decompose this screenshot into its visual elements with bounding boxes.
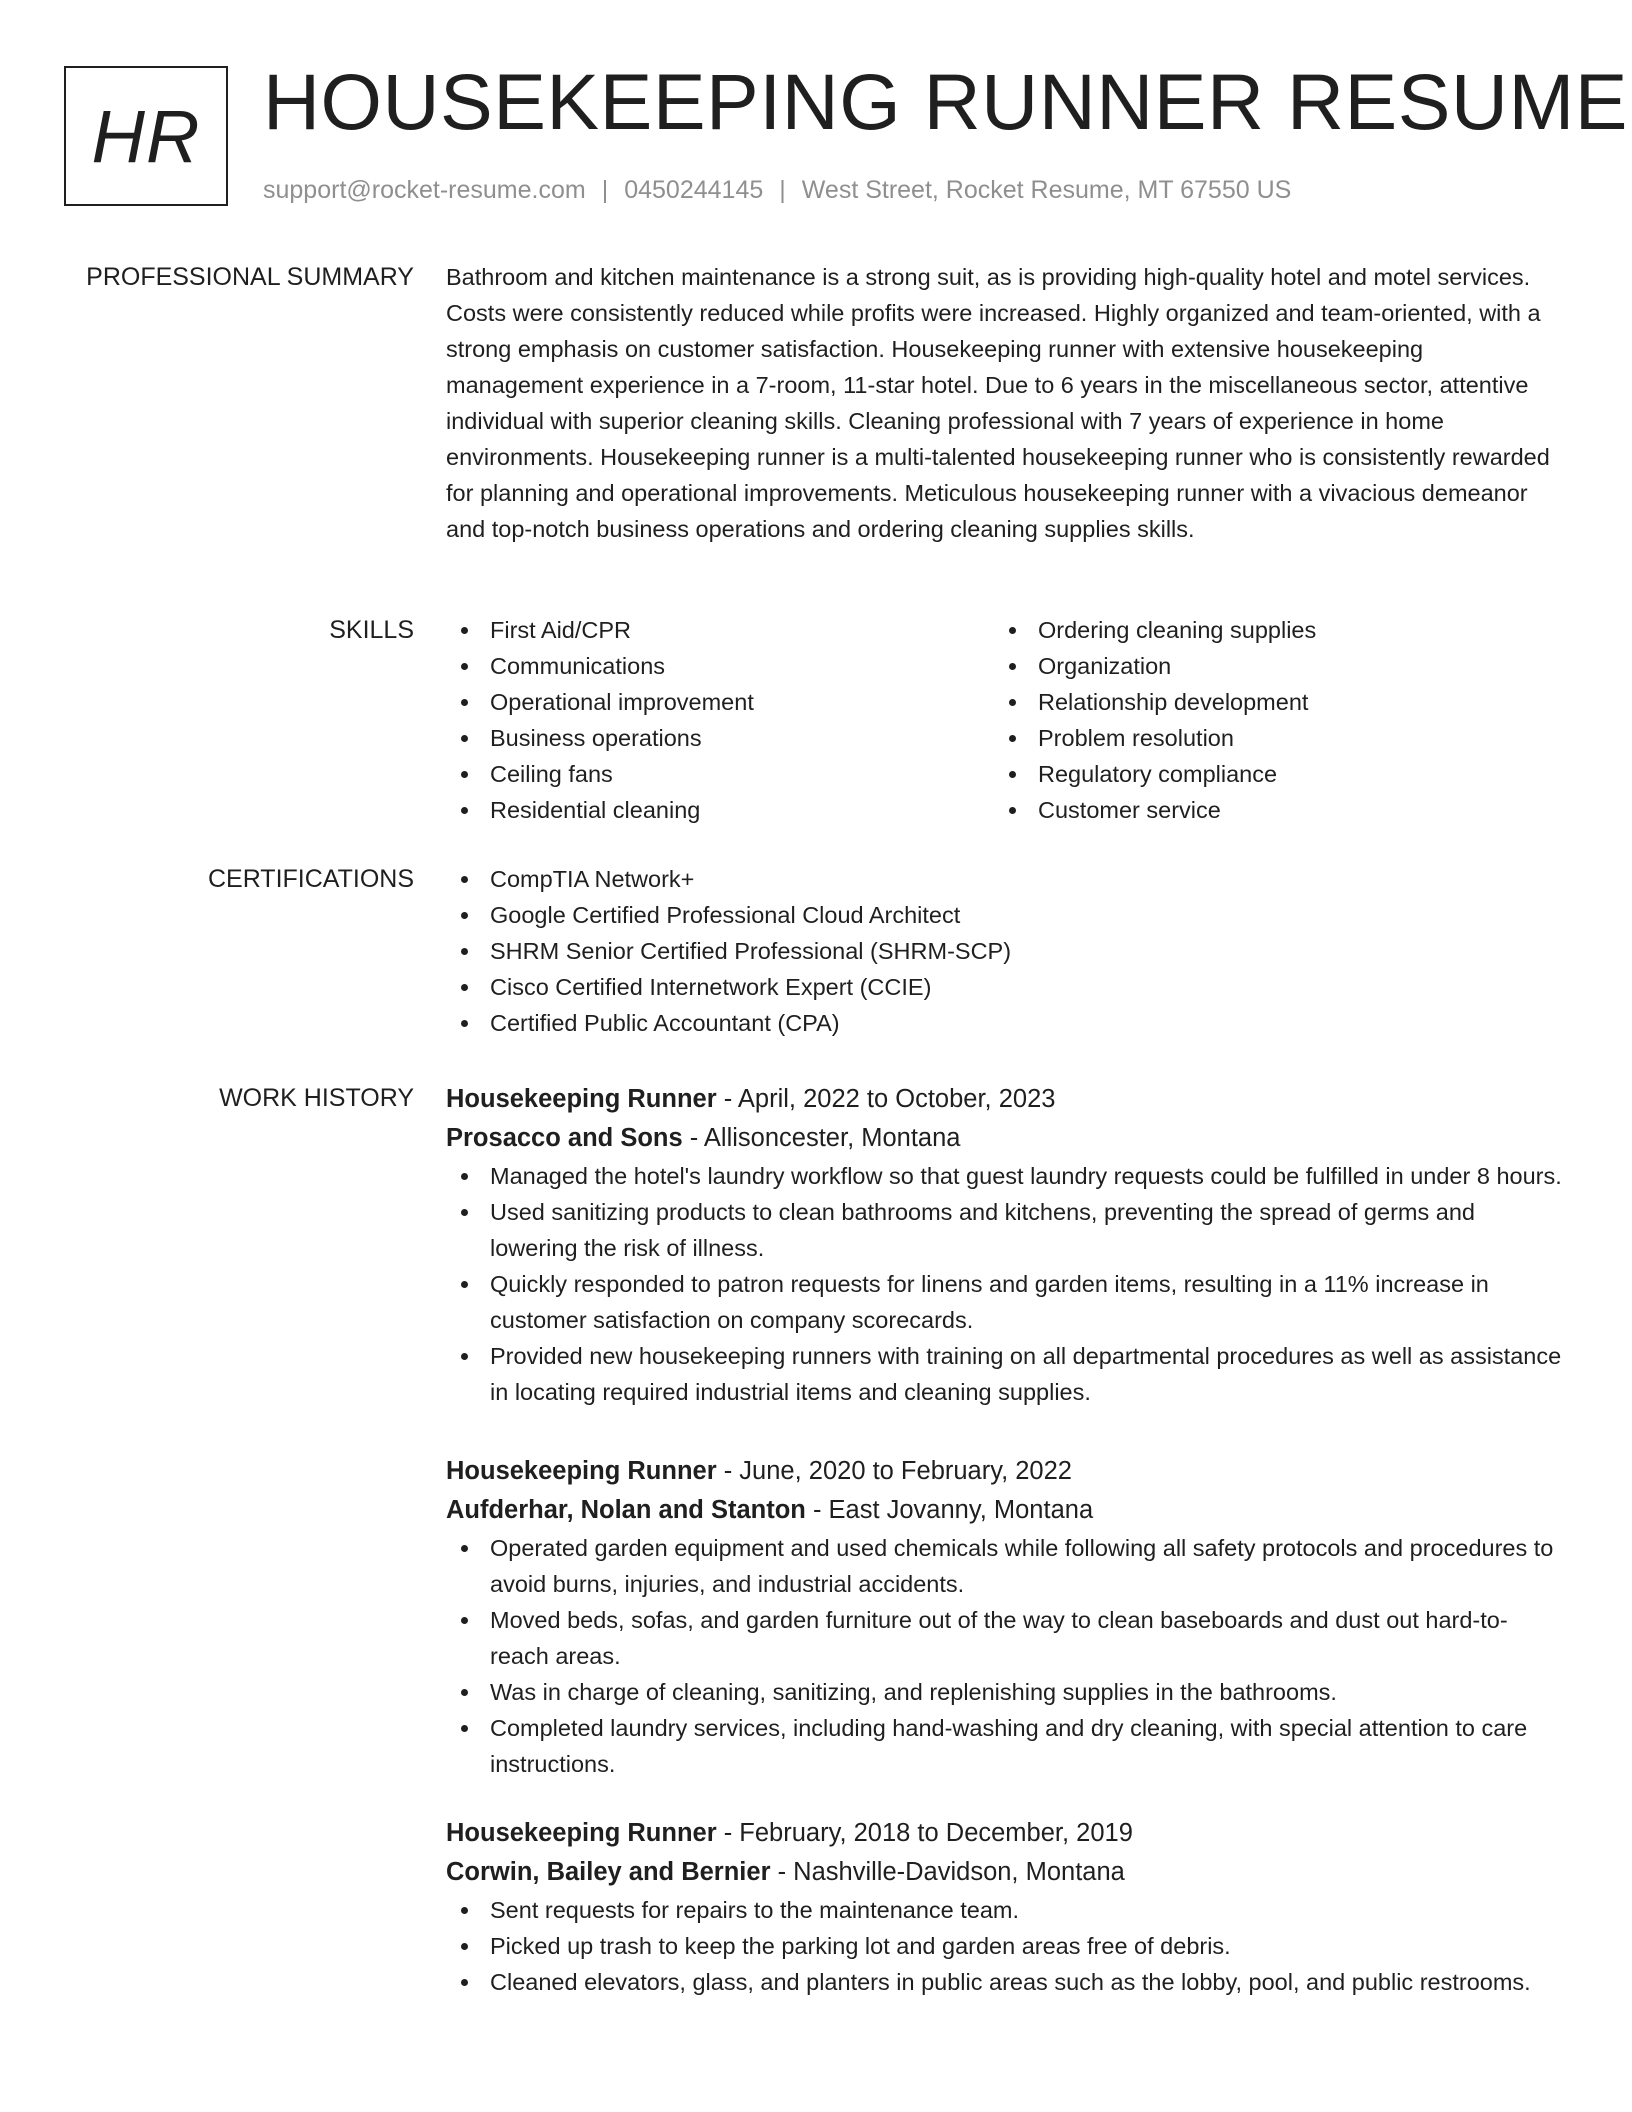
job-duty: Was in charge of cleaning, sanitizing, and replenishing supplies in the bathrooms. bbox=[446, 1674, 1566, 1710]
skill-item: Problem resolution bbox=[994, 720, 1542, 756]
skill-item: Operational improvement bbox=[446, 684, 994, 720]
job-company-line bbox=[446, 1853, 1566, 1892]
certification-item: SHRM Senior Certified Professional (SHRM-SCP) bbox=[446, 933, 1566, 969]
job-company-line bbox=[446, 1119, 1566, 1158]
certification-item: CompTIA Network+ bbox=[446, 861, 1566, 897]
job-role-line bbox=[446, 1452, 1566, 1491]
summary-text: Bathroom and kitchen maintenance is a strong suit, as is providing high-quality hotel and motel services. Costs were consistently reduced while profits were increased. Highly organized and team-oriented, with a strong emphasis on customer satisfaction. Housekeeping runner with extensive housekeeping management experience in a 7-room, 11-star hotel. Due to 6 years in the miscellaneous sector, attentive individual with superior cleaning skills. Cleaning professional with 7 years of experience in home environments. Housekeeping runner is a multi-talented housekeeping runner who is consistently rewarded for planning and operational improvements. Meticulous housekeeping runner with a vivacious demeanor and top-notch business operations and ordering cleaning supplies skills. bbox=[446, 264, 1550, 542]
summary-body bbox=[446, 259, 1566, 547]
skill-item: Organization bbox=[994, 648, 1542, 684]
job-duty: Picked up trash to keep the parking lot and garden areas free of debris. bbox=[446, 1928, 1566, 1964]
job-duty: Moved beds, sofas, and garden furniture out of the way to clean baseboards and dust out hard-to-reach areas. bbox=[446, 1602, 1566, 1674]
job-location: - Allisoncester, Montana bbox=[682, 1124, 961, 1152]
skills-list-right bbox=[994, 612, 1542, 828]
job-entry bbox=[446, 1452, 1566, 1782]
skill-item: Regulatory compliance bbox=[994, 756, 1542, 792]
certification-item: Google Certified Professional Cloud Architect bbox=[446, 897, 1566, 933]
job-duty: Quickly responded to patron requests for linens and garden items, resulting in a 11% increase in customer satisfaction on company scorecards. bbox=[446, 1266, 1566, 1338]
section-title-summary: PROFESSIONAL SUMMARY bbox=[86, 263, 414, 291]
job-duty: Managed the hotel's laundry workflow so that guest laundry requests could be fulfilled in under 8 hours. bbox=[446, 1158, 1566, 1194]
certification-item: Certified Public Accountant (CPA) bbox=[446, 1005, 1566, 1041]
certifications-list bbox=[446, 861, 1566, 1041]
contact-email[interactable]: support@rocket-resume.com bbox=[263, 176, 586, 204]
skill-item: First Aid/CPR bbox=[446, 612, 994, 648]
skill-item: Communications bbox=[446, 648, 994, 684]
job-duty: Operated garden equipment and used chemicals while following all safety protocols and procedures to avoid burns, injuries, and industrial accidents. bbox=[446, 1530, 1566, 1602]
skill-item: Residential cleaning bbox=[446, 792, 994, 828]
section-title-skills: SKILLS bbox=[329, 616, 414, 644]
job-duty: Used sanitizing products to clean bathrooms and kitchens, preventing the spread of germs and lowering the risk of illness. bbox=[446, 1194, 1566, 1266]
job-dates: - February, 2018 to December, 2019 bbox=[716, 1819, 1133, 1847]
job-entry bbox=[446, 1814, 1566, 2000]
monogram-logo: HR bbox=[64, 66, 228, 206]
job-company-line bbox=[446, 1491, 1566, 1530]
contact-line bbox=[263, 174, 1291, 206]
job-company: Aufderhar, Nolan and Stanton bbox=[446, 1496, 806, 1524]
skill-item: Ceiling fans bbox=[446, 756, 994, 792]
work-history-body bbox=[446, 1080, 1566, 2000]
job-dates: - April, 2022 to October, 2023 bbox=[716, 1085, 1056, 1113]
job-role: Housekeeping Runner bbox=[446, 1819, 717, 1847]
contact-separator: | bbox=[601, 176, 609, 204]
skill-item: Relationship development bbox=[994, 684, 1542, 720]
job-duties-list bbox=[446, 1158, 1566, 1410]
job-entry bbox=[446, 1080, 1566, 1410]
skills-list-left bbox=[446, 612, 994, 828]
job-company: Corwin, Bailey and Bernier bbox=[446, 1858, 771, 1886]
skill-item: Ordering cleaning supplies bbox=[994, 612, 1542, 648]
contact-phone[interactable]: 0450244145 bbox=[624, 176, 764, 204]
certifications-body bbox=[446, 861, 1566, 1041]
job-role: Housekeeping Runner bbox=[446, 1085, 717, 1113]
job-role-line bbox=[446, 1080, 1566, 1119]
job-company: Prosacco and Sons bbox=[446, 1124, 683, 1152]
job-duty: Cleaned elevators, glass, and planters in public areas such as the lobby, pool, and public restrooms. bbox=[446, 1964, 1566, 2000]
contact-address: West Street, Rocket Resume, MT 67550 US bbox=[801, 176, 1292, 204]
section-title-work-history: WORK HISTORY bbox=[219, 1084, 414, 1112]
job-role-line bbox=[446, 1814, 1566, 1853]
job-duties-list bbox=[446, 1530, 1566, 1782]
section-title-certifications: CERTIFICATIONS bbox=[207, 865, 414, 893]
job-location: - East Jovanny, Montana bbox=[805, 1496, 1094, 1524]
job-location: - Nashville-Davidson, Montana bbox=[770, 1858, 1125, 1886]
skill-item: Business operations bbox=[446, 720, 994, 756]
certification-item: Cisco Certified Internetwork Expert (CCIE) bbox=[446, 969, 1566, 1005]
job-duty: Sent requests for repairs to the maintenance team. bbox=[446, 1892, 1566, 1928]
job-dates: - June, 2020 to February, 2022 bbox=[716, 1457, 1072, 1485]
job-role: Housekeeping Runner bbox=[446, 1457, 717, 1485]
skill-item: Customer service bbox=[994, 792, 1542, 828]
skills-grid bbox=[446, 612, 1566, 828]
resume-title: HOUSEKEEPING RUNNER RESUME bbox=[263, 57, 1628, 146]
contact-separator: | bbox=[779, 176, 786, 204]
job-duty: Provided new housekeeping runners with training on all departmental procedures as well as assistance in locating required industrial items and cleaning supplies. bbox=[446, 1338, 1566, 1410]
job-duty: Completed laundry services, including hand-washing and dry cleaning, with special attention to care instructions. bbox=[446, 1710, 1566, 1782]
job-duties-list bbox=[446, 1892, 1566, 2000]
